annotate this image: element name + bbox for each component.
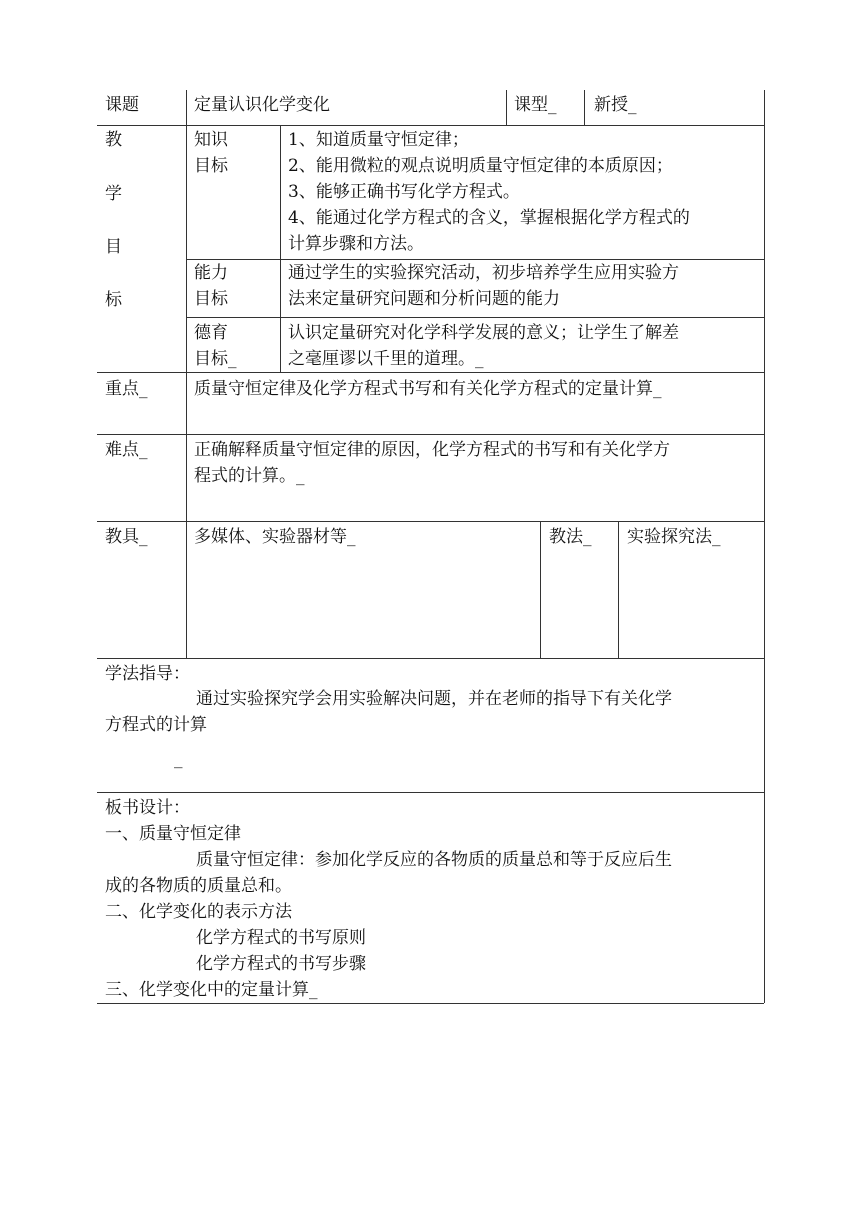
moral-label: 德育 xyxy=(194,323,228,343)
teaching-tools-value: 多媒体、实验器材等_ xyxy=(194,527,356,547)
board-section-item: 化学方程式的书写原则 xyxy=(196,928,366,948)
study-guide-text: 通过实验探究学会用实验解决问题，并在老师的指导下有关化学 xyxy=(196,689,672,709)
topic-value: 定量认识化学变化 xyxy=(194,95,330,115)
teaching-method-label: 教法_ xyxy=(549,527,592,547)
difficulties-text: 正确解释质量守恒定律的原因，化学方程式的书写和有关化学方 xyxy=(194,440,670,460)
lesson-type-value: 新授_ xyxy=(594,95,637,115)
study-guide-tail: _ xyxy=(174,749,183,769)
board-section-text: 质量守恒定律：参加化学反应的各物质的质量总和等于反应后生 xyxy=(196,850,672,870)
column-divider xyxy=(280,125,281,372)
board-design-label: 板书设计： xyxy=(105,798,190,818)
table-bottom-border xyxy=(97,1003,764,1004)
teaching-tools-label: 教具_ xyxy=(105,527,148,547)
ability-label: 目标 xyxy=(194,289,228,309)
column-divider xyxy=(540,521,541,658)
objectives-label-char: 学 xyxy=(105,184,122,204)
study-guide-text: 方程式的计算 xyxy=(105,715,207,735)
knowledge-item: 计算步骤和方法。 xyxy=(288,234,424,254)
knowledge-label: 目标 xyxy=(194,156,228,176)
key-points-text: 质量守恒定律及化学方程式书写和有关化学方程式的定量计算_ xyxy=(194,379,662,399)
moral-label: 目标_ xyxy=(194,349,237,369)
board-section-heading: 三、化学变化中的定量计算_ xyxy=(105,980,318,1000)
moral-text: 认识定量研究对化学科学发展的意义；让学生了解差 xyxy=(288,323,679,343)
moral-text: 之毫厘谬以千里的道理。_ xyxy=(288,349,484,369)
row-divider xyxy=(97,372,764,373)
row-divider xyxy=(97,792,764,793)
knowledge-item: 4、能通过化学方程式的含义，掌握根据化学方程式的 xyxy=(288,208,690,228)
board-section-item: 化学方程式的书写步骤 xyxy=(196,954,366,974)
board-section-heading: 二、化学变化的表示方法 xyxy=(105,902,292,922)
row-divider xyxy=(97,125,764,126)
key-points-label: 重点_ xyxy=(105,379,148,399)
study-guide-label: 学法指导： xyxy=(105,664,190,684)
column-divider xyxy=(618,521,619,658)
objectives-label-char: 目 xyxy=(105,237,122,257)
row-divider xyxy=(186,317,764,318)
board-section-heading: 一、质量守恒定律 xyxy=(105,824,241,844)
difficulties-label: 难点_ xyxy=(105,440,148,460)
knowledge-label: 知识 xyxy=(194,130,228,150)
board-section-text: 成的各物质的质量总和。 xyxy=(105,876,292,896)
row-divider xyxy=(97,658,764,659)
objectives-label-char: 教 xyxy=(105,130,122,150)
knowledge-item: 1、知道质量守恒定律； xyxy=(288,130,469,150)
column-divider xyxy=(186,90,187,658)
row-divider xyxy=(97,521,764,522)
objectives-label-char: 标 xyxy=(105,290,122,310)
ability-label: 能力 xyxy=(194,263,228,283)
difficulties-text: 程式的计算。_ xyxy=(194,466,305,486)
topic-label: 课题 xyxy=(105,95,139,115)
ability-text: 通过学生的实验探究活动，初步培养学生应用实验方 xyxy=(288,263,679,283)
column-divider xyxy=(584,90,585,125)
ability-text: 法来定量研究问题和分析问题的能力 xyxy=(288,289,560,309)
knowledge-item: 3、能够正确书写化学方程式。 xyxy=(288,182,520,202)
teaching-method-value: 实验探究法_ xyxy=(627,527,721,547)
column-divider xyxy=(506,90,507,125)
row-divider xyxy=(97,434,764,435)
knowledge-item: 2、能用微粒的观点说明质量守恒定律的本质原因； xyxy=(288,156,673,176)
table-right-border xyxy=(764,90,765,1003)
lesson-type-label: 课型_ xyxy=(514,95,557,115)
